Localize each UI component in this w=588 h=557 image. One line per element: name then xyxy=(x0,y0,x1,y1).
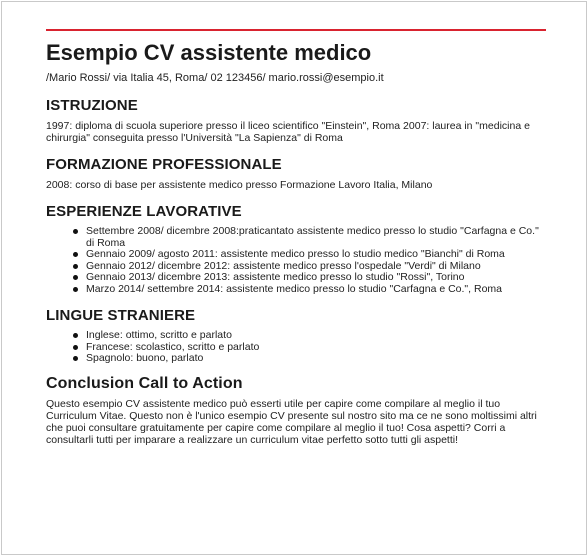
list-item-text: Francese: scolastico, scritto e parlato xyxy=(86,340,260,353)
cv-page xyxy=(1,1,587,555)
bullet-icon xyxy=(73,345,78,350)
bullet-icon xyxy=(73,252,78,257)
list-item-text: Marzo 2014/ settembre 2014: assistente medico presso lo studio "Carfagna e Co.", Roma xyxy=(86,282,503,295)
bullet-icon xyxy=(73,356,78,361)
list-item-text: Spagnolo: buono, parlato xyxy=(86,352,204,364)
document-title: Esempio CV assistente medico xyxy=(46,40,372,65)
bullet-icon xyxy=(73,287,78,292)
section-heading-lingue: LINGUE STRANIERE xyxy=(46,307,196,324)
istruzione-text: 1997: diploma di scuola superiore presso il liceo scientifico "Einstein", Roma 2007: laurea in "medicina e chirurgia" conseguita presso l'Università "La Sapienza" di Roma xyxy=(46,120,530,144)
formazione-text: 2008: corso di base per assistente medico presso Formazione Lavoro Italia, Milano xyxy=(46,179,433,191)
list-item xyxy=(86,284,546,296)
list-item-text: Gennaio 2013/ dicembre 2013: assistente medico presso lo studio "Rossi", Torino xyxy=(86,271,465,283)
cta-text: Questo esempio CV assistente medico può esserti utile per capire come compilare al meglio il tuo Curriculum Vitae. Questo non è l'unico esempio CV presente sul nostro sito ma ce ne sono moltissimi altri che puoi consultare gratuitamente per capire come compilare al meglio il tuo! Cosa aspetti? Corri a consultarli tutti per imparare a realizzare un curriculum vitae perfetto sotto tutti gli aspetti! xyxy=(46,397,537,446)
esperienze-list xyxy=(46,226,546,295)
bullet-icon xyxy=(73,229,78,234)
bullet-icon xyxy=(73,275,78,280)
list-item-text: Settembre 2008/ dicembre 2008:praticantato assistente medico presso lo studio "Carfagna e Co." di Roma xyxy=(86,225,539,249)
list-item xyxy=(86,353,546,365)
section-heading-formazione: FORMAZIONE PROFESSIONALE xyxy=(46,156,282,173)
contact-line: /Mario Rossi/ via Italia 45, Roma/ 02 123456/ mario.rossi@esempio.it xyxy=(46,72,384,84)
list-item-text: Inglese: ottimo, scritto e parlato xyxy=(86,329,232,341)
cv-content xyxy=(46,38,546,446)
list-item-text: Gennaio 2012/ dicembre 2012: assistente medico presso l'ospedale "Verdi" di Milano xyxy=(86,259,481,272)
section-heading-esperienze: ESPERIENZE LAVORATIVE xyxy=(46,203,242,220)
section-heading-cta: Conclusion Call to Action xyxy=(46,374,243,392)
header-accent-line xyxy=(46,29,546,31)
bullet-icon xyxy=(73,333,78,338)
bullet-icon xyxy=(73,264,78,269)
section-heading-istruzione: ISTRUZIONE xyxy=(46,97,138,114)
lingue-list xyxy=(46,330,546,365)
list-item-text: Gennaio 2009/ agosto 2011: assistente medico presso lo studio medico "Bianchi" di Roma xyxy=(86,248,505,260)
list-item xyxy=(86,226,546,249)
